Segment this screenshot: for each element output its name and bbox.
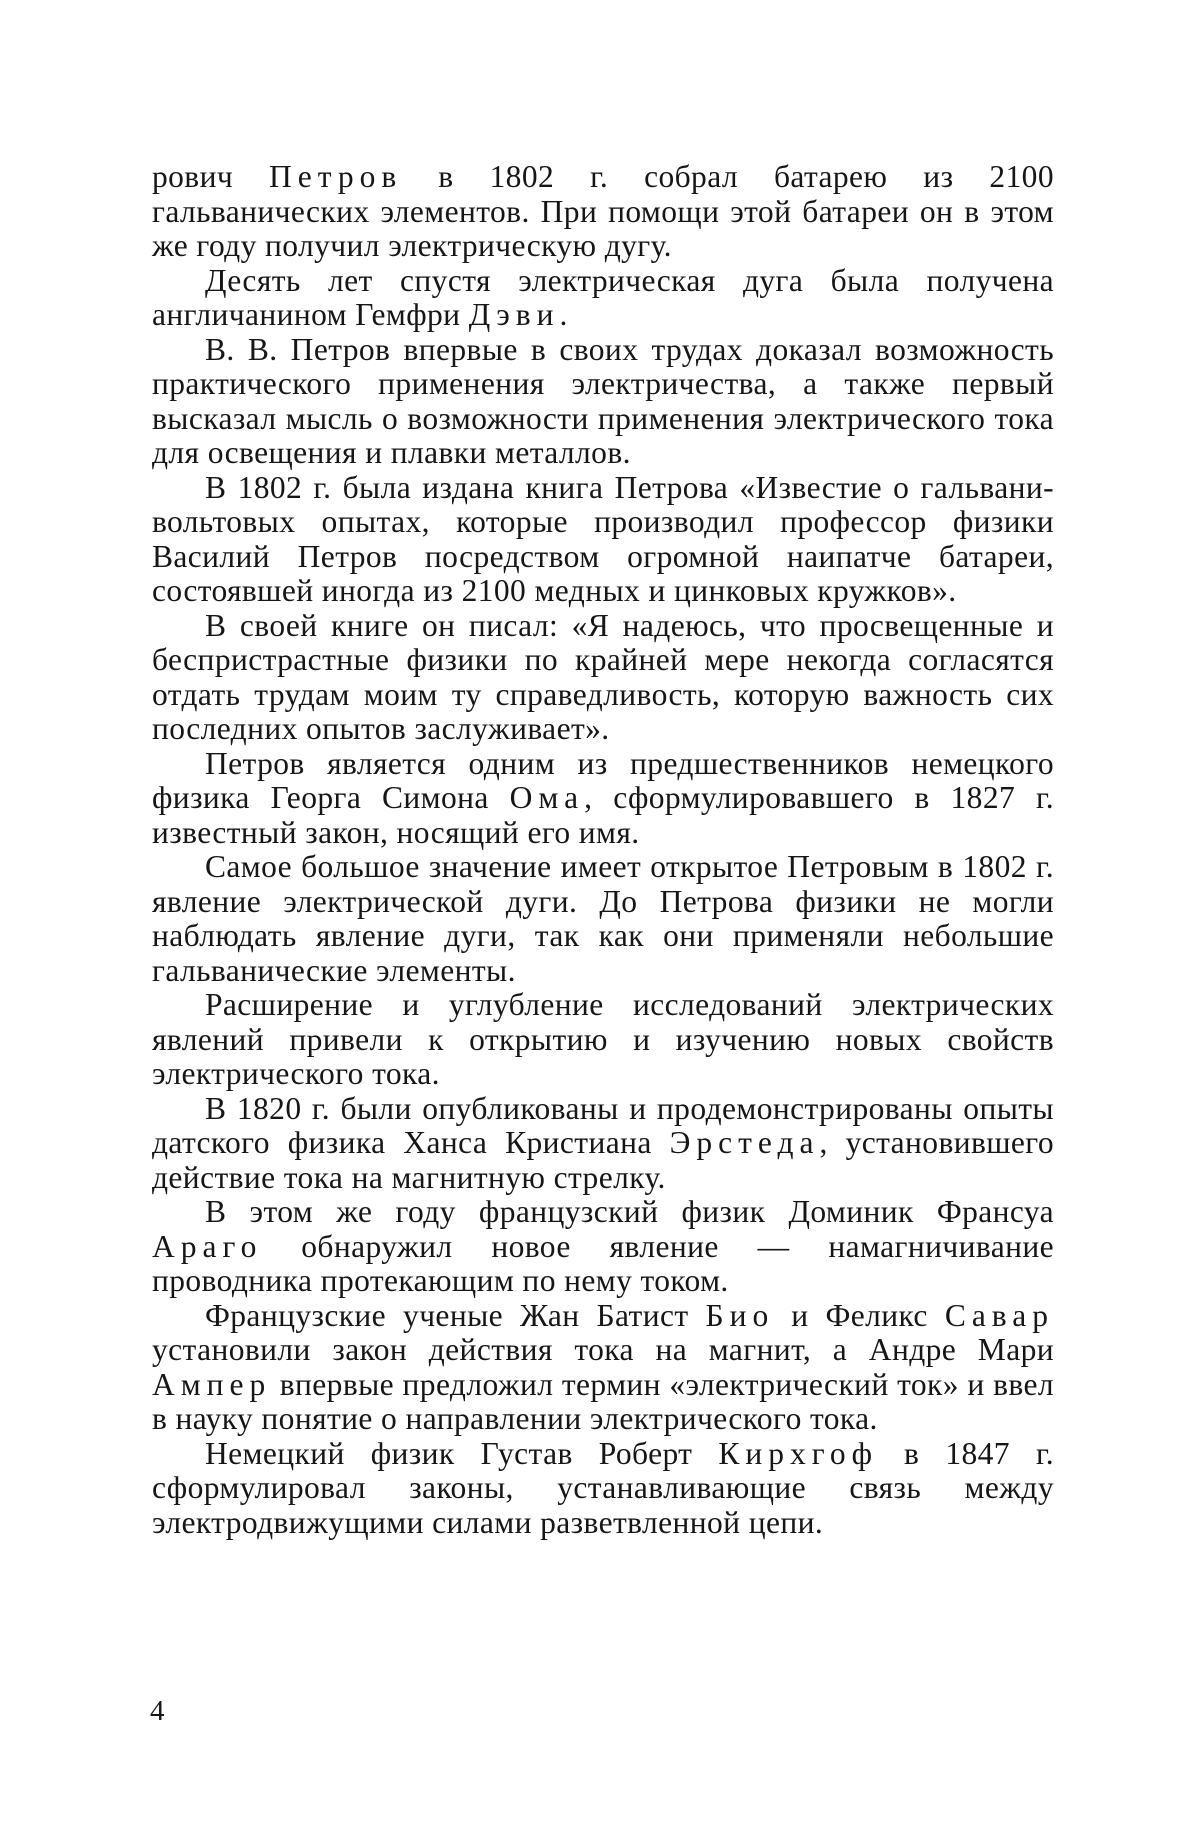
text-run: В 1802 г. была издана книга Петрова «Известие о гальвани-вольтовых опытах, которые производил профессор физики Василий Петров посредством огромной наипатче батареи, состоявшей иногда из 2100 медных и цинковых кружков». — [152, 469, 1054, 608]
text-run: Петров является одним из предшественников немецкого физика Георга Симона — [152, 745, 1054, 815]
spaced-name: Кирхгоф — [718, 1435, 879, 1471]
paragraph — [152, 850, 1054, 988]
paragraph — [152, 1437, 1054, 1541]
spaced-name: Био — [705, 1297, 775, 1333]
paragraph — [152, 747, 1054, 851]
spaced-name: Савар — [944, 1297, 1054, 1333]
text-run: обнаружил новое явление — намагничивание проводника протекающим по нему током. — [152, 1228, 1054, 1298]
text-run: Десять лет спустя электрическая дуга была получена англичанином Гемфри — [152, 262, 1054, 332]
paragraph — [152, 471, 1054, 609]
spaced-name: Петров — [269, 159, 403, 194]
paragraph — [152, 1299, 1054, 1437]
text-run: . — [559, 297, 568, 332]
text-run: В своей книге он писал: «Я надеюсь, что просвещенные и беспристрастные физики по крайней мере некогда согласятся отдать трудам моим ту справедливость, которую важность сих последних опытов заслуживает». — [152, 607, 1054, 746]
paragraph — [152, 1092, 1054, 1196]
paragraph — [152, 1195, 1054, 1299]
text-run: Французские ученые Жан Батист — [205, 1297, 706, 1333]
paragraph — [152, 160, 1054, 264]
spaced-name: Эрстеда — [669, 1125, 820, 1160]
text-run: и Феликс — [774, 1297, 945, 1333]
text-run: Немецкий физик Густав Роберт — [205, 1435, 719, 1471]
text-run: Самое большое значение имеет открытое Петровым в 1802 г. явление электрической дуги. До Петрова физики не могли наблюдать явление дуги, так как они применяли небольшие гальванические элементы. — [152, 849, 1054, 988]
spaced-name: Ампер — [152, 1366, 272, 1402]
text-run: Расширение и углубление исследований электрических явлений привели к открытию и изучению новых свойств электрического тока. — [152, 987, 1054, 1091]
text-run: , сформулировавшего в 1827 г. известный закон, носящий его имя. — [152, 780, 1054, 850]
page-number: 4 — [150, 1695, 165, 1727]
text-run: , установившего действие тока на магнитную стрелку. — [152, 1125, 1054, 1195]
text-run: рович — [152, 159, 270, 194]
paragraph — [152, 264, 1054, 333]
paragraph — [152, 988, 1054, 1092]
paragraph — [152, 333, 1054, 471]
text-run: в 1802 г. собрал батарею из 2100 гальванических элементов. При помощи этой батареи он в этом же году получил электрическую дугу. — [152, 159, 1054, 263]
spaced-name: Ома — [509, 780, 585, 815]
text-run: установили закон действия тока на магнит, а Андре Мари — [152, 1332, 1054, 1367]
paragraph — [152, 609, 1054, 747]
text-run: В. В. Петров впервые в своих трудах доказал возможность практического применения электричества, а также первый высказал мысль о возможности применения электрического тока для освещения и плавки металлов. — [152, 331, 1054, 470]
text-run: В этом же году французский физик Доминик Франсуа — [205, 1194, 1054, 1229]
body-text — [152, 160, 1054, 1540]
spaced-name: Араго — [152, 1228, 263, 1264]
spaced-name: Дэви — [468, 297, 560, 332]
text-run: впервые предложил термин «электрический ток» и ввел в науку понятие о направлении электрического тока. — [152, 1366, 1054, 1436]
text-run: в 1847 г. сформулировал законы, устанавливающие связь между электродвижущими силами разветвленной цепи. — [152, 1435, 1054, 1540]
text-run: В 1820 г. были опубликованы и продемонстрированы опыты датского физика Ханса Кристиана — [152, 1090, 1054, 1160]
